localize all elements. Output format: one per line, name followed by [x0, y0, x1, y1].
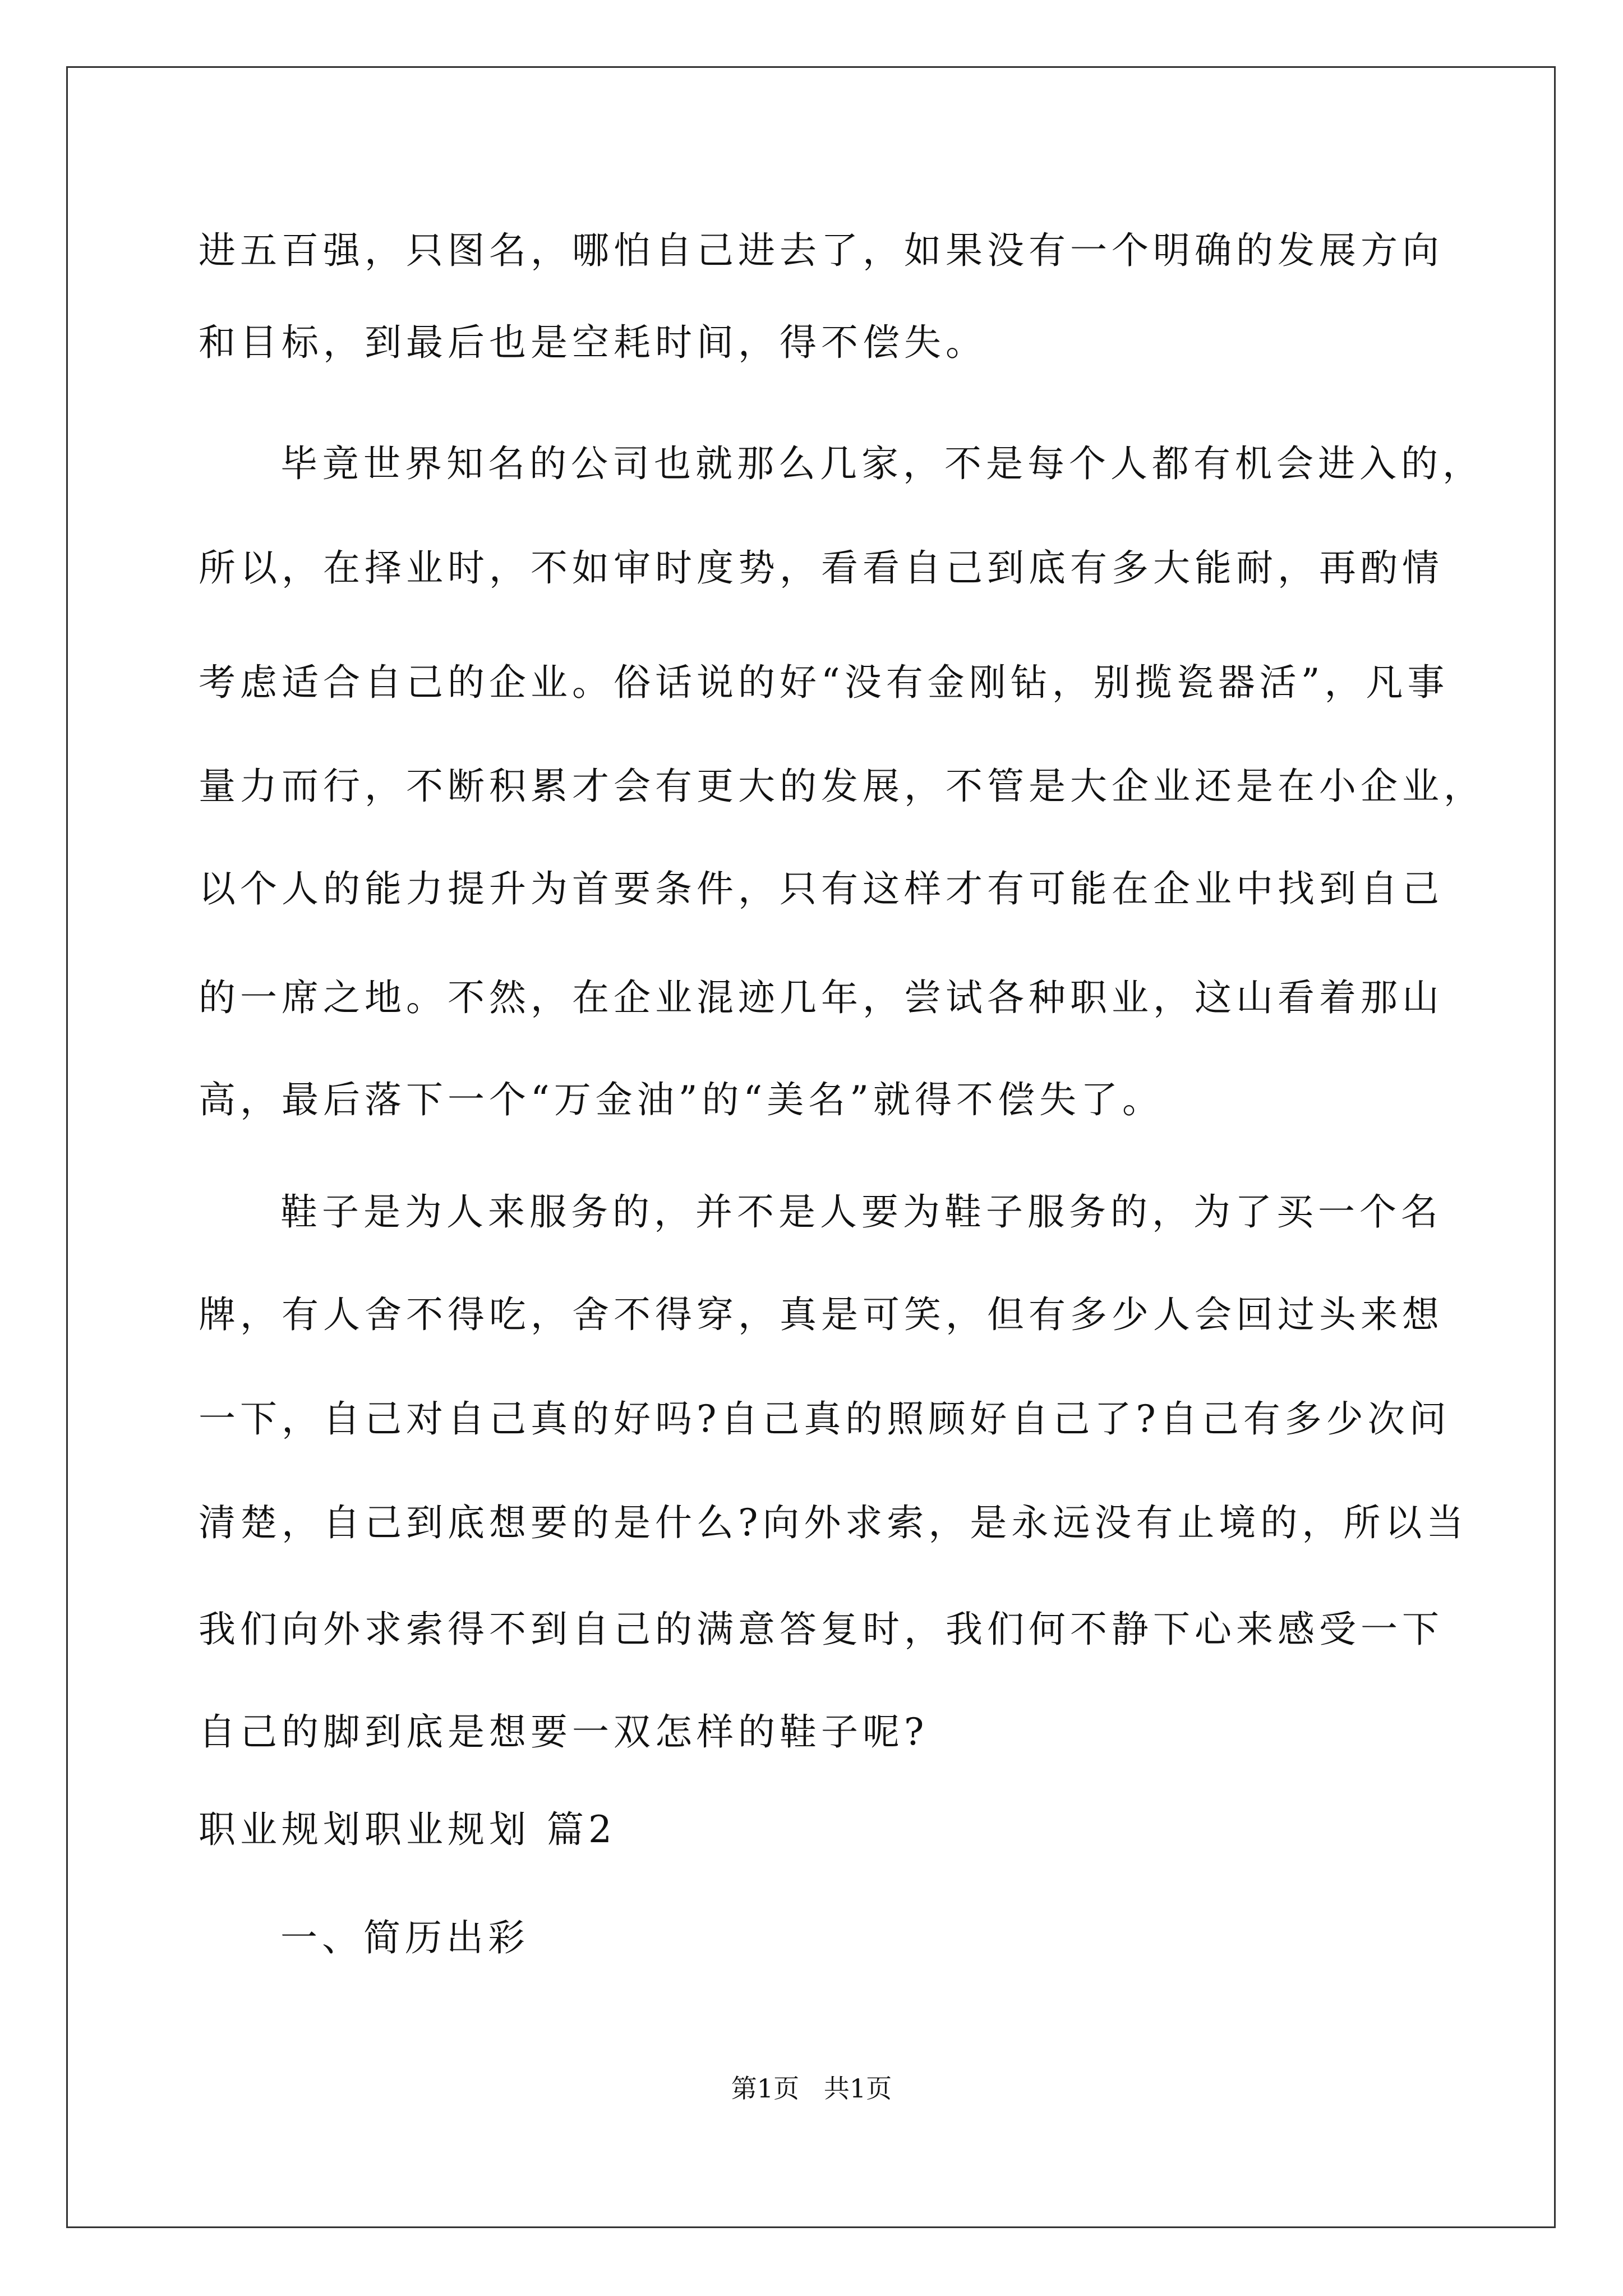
body-line: 所以，在择业时，不如审时度势，看看自己到底有多大能耐，再酌情 [199, 546, 1444, 590]
body-line: 考虑适合自己的企业。俗话说的好“没有金刚钻，别揽瓷器活”，凡事 [199, 661, 1449, 704]
body-line: 清楚，自己到底想要的是什么?向外求索，是永远没有止境的，所以当 [199, 1501, 1468, 1544]
sub-heading: 一、简历出彩 [280, 1916, 529, 1959]
body-line: 进五百强，只图名，哪怕自己进去了，如果没有一个明确的发展方向 [199, 229, 1444, 272]
body-line: 毕竟世界知名的公司也就那么几家，不是每个人都有机会进入的， [280, 442, 1484, 485]
body-line: 量力而行，不断积累才会有更大的发展，不管是大企业还是在小企业， [199, 765, 1485, 808]
body-line: 自己的脚到底是想要一双怎样的鞋子呢? [199, 1710, 929, 1754]
section-heading: 职业规划职业规划 篇2 [199, 1808, 616, 1851]
body-line: 我们向外求索得不到自己的满意答复时，我们何不静下心来感受一下 [199, 1608, 1444, 1651]
body-line: 一下，自己对自己真的好吗?自己真的照顾好自己了?自己有多少次问 [199, 1397, 1451, 1441]
page-border [66, 66, 1556, 2228]
page-footer: 第1页 共1页 [731, 2073, 892, 2104]
body-line: 高，最后落下一个“万金油”的“美名”就得不偿失了。 [199, 1078, 1164, 1121]
body-line: 和目标，到最后也是空耗时间，得不偿失。 [199, 321, 987, 364]
body-line: 以个人的能力提升为首要条件，只有这样才有可能在企业中找到自己 [199, 867, 1444, 910]
body-line: 的一席之地。不然，在企业混迹几年，尝试各种职业，这山看着那山 [199, 976, 1444, 1019]
body-line: 牌，有人舍不得吃，舍不得穿，真是可笑，但有多少人会回过头来想 [199, 1293, 1444, 1336]
body-line: 鞋子是为人来服务的，并不是人要为鞋子服务的，为了买一个名 [280, 1190, 1442, 1234]
